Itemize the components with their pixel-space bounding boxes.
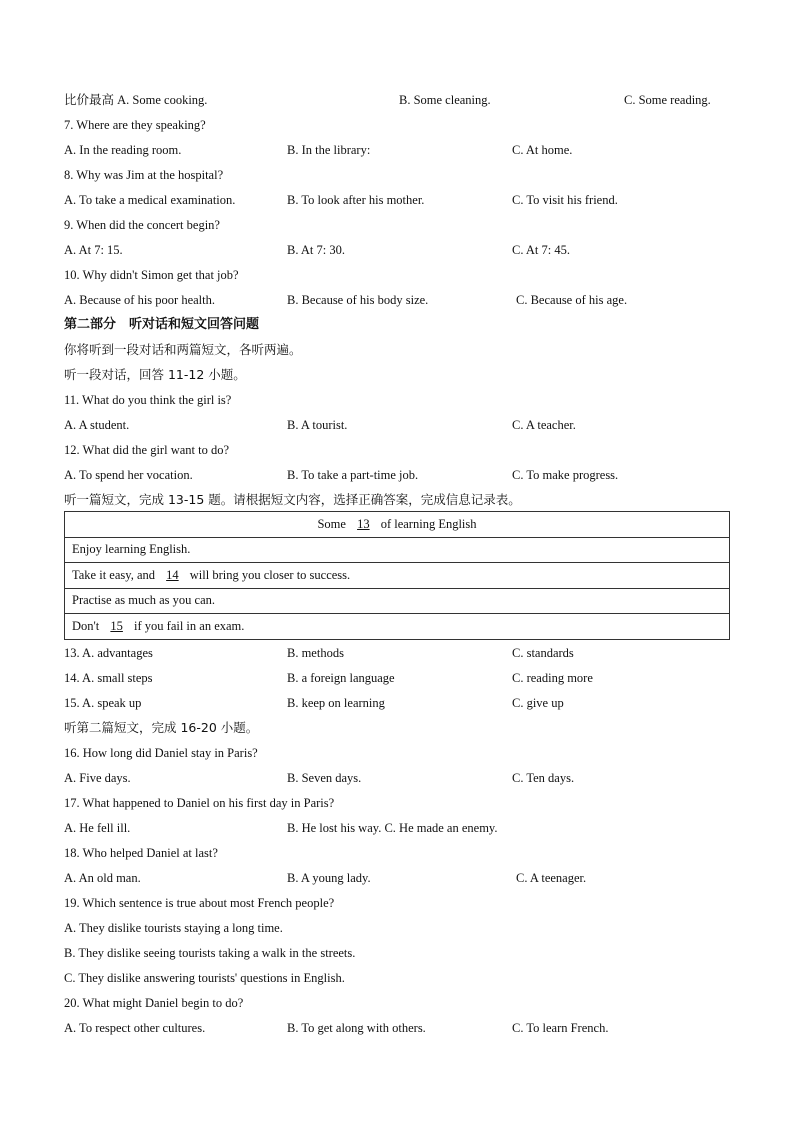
option-a: A. A student. (64, 418, 130, 432)
option-b: B. In the library: (287, 143, 371, 157)
option-a: A. Five days. (64, 771, 131, 785)
question-text: 10. Why didn't Simon get that job? (64, 268, 239, 282)
table-cell: Practise as much as you can. (65, 588, 730, 614)
option-a: A. An old man. (64, 871, 141, 885)
dialog-intro (64, 365, 730, 385)
question-8-options (64, 190, 730, 210)
option-b: B. They dislike seeing tourists taking a walk in the streets. (64, 946, 356, 960)
question-text: 19. Which sentence is true about most French people? (64, 896, 335, 910)
option-c: C. A teenager. (516, 871, 587, 885)
question-15-options (64, 693, 730, 713)
part2-title: 第二部分 听对话和短文回答问题 (64, 317, 260, 332)
passage2-intro-text: 听第二篇短文，完成 16-20 小题。 (64, 720, 259, 735)
question-19-option-b (64, 943, 730, 963)
question-8 (64, 165, 730, 185)
question-11-options (64, 415, 730, 435)
option-a: A. In the reading room. (64, 143, 182, 157)
question-13-options (64, 643, 730, 663)
section-heading (64, 315, 730, 335)
option-b: B. To take a part-time job. (287, 468, 419, 482)
question-text: 17. What happened to Daniel on his first day in Paris? (64, 796, 335, 810)
option-b: B. Seven days. (287, 771, 362, 785)
question-9 (64, 215, 730, 235)
option-a: A. He fell ill. (64, 821, 131, 835)
table-cell: Don't 15 if you fail in an exam. (65, 614, 730, 640)
table-row (65, 614, 730, 640)
option-c: C. Ten days. (512, 771, 575, 785)
question-7 (64, 115, 730, 135)
option-c: C. They dislike answering tourists' questions in English. (64, 971, 345, 985)
option-b-c: B. He lost his way. C. He made an enemy. (287, 821, 498, 835)
chinese-prefix: 比价最高 (64, 92, 115, 107)
blank-15: 15 (110, 618, 123, 633)
option-b: B. To look after his mother. (287, 193, 425, 207)
table-cell: Enjoy learning English. (65, 537, 730, 563)
table-cell: Take it easy, and 14 will bring you closer to success. (65, 563, 730, 589)
option-b: B. Some cleaning. (399, 93, 491, 107)
question-16 (64, 743, 730, 763)
question-14-options (64, 668, 730, 688)
part2-intro: 你将听到一段对话和两篇短文，各听两遍。 (64, 342, 302, 357)
passage1-intro-text: 听一篇短文，完成 13-15 题。请根据短文内容，选择正确答案，完成信息记录表。 (64, 492, 521, 507)
option-c: C. Because of his age. (516, 293, 628, 307)
option-a: A. To take a medical examination. (64, 193, 236, 207)
option-a: A. To spend her vocation. (64, 468, 193, 482)
passage1-intro (64, 490, 730, 510)
info-record-table (64, 511, 730, 640)
question-text: 16. How long did Daniel stay in Paris? (64, 746, 258, 760)
question-6-options (64, 90, 730, 110)
table-row (65, 588, 730, 614)
question-text: 12. What did the girl want to do? (64, 443, 230, 457)
question-7-options (64, 140, 730, 160)
question-16-options (64, 768, 730, 788)
passage2-intro (64, 718, 730, 738)
option-c: C. standards (512, 646, 574, 660)
question-10-options (64, 290, 730, 310)
section-intro (64, 340, 730, 360)
option-b: B. methods (287, 646, 344, 660)
question-text: 18. Who helped Daniel at last? (64, 846, 218, 860)
option-c: C. A teacher. (512, 418, 576, 432)
question-text: 8. Why was Jim at the hospital? (64, 168, 224, 182)
question-17 (64, 793, 730, 813)
question-19 (64, 893, 730, 913)
table-row (65, 563, 730, 589)
question-text: 20. What might Daniel begin to do? (64, 996, 244, 1010)
table-row (65, 512, 730, 538)
question-text: 7. Where are they speaking? (64, 118, 206, 132)
option-a: A. They dislike tourists staying a long time. (64, 921, 283, 935)
blank-14: 14 (166, 567, 179, 582)
option-a: A. Because of his poor health. (64, 293, 216, 307)
table-row (65, 537, 730, 563)
question-10 (64, 265, 730, 285)
question-19-option-c (64, 968, 730, 988)
option-b: B. keep on learning (287, 696, 385, 710)
question-19-option-a (64, 918, 730, 938)
blank-13: 13 (357, 516, 370, 531)
option-b: B. A young lady. (287, 871, 371, 885)
question-11 (64, 390, 730, 410)
question-text: 9. When did the concert begin? (64, 218, 220, 232)
question-20 (64, 993, 730, 1013)
option-c: C. To visit his friend. (512, 193, 618, 207)
option-c: C. Some reading. (624, 93, 711, 107)
option-b: B. To get along with others. (287, 1021, 426, 1035)
table-title-cell: Some 13 of learning English (65, 512, 730, 538)
question-9-options (64, 240, 730, 260)
option-b: B. A tourist. (287, 418, 348, 432)
option-c: C. reading more (512, 671, 593, 685)
option-c: C. At home. (512, 143, 573, 157)
question-12 (64, 440, 730, 460)
question-18-options (64, 868, 730, 888)
option-b: B. At 7: 30. (287, 243, 345, 257)
option-b: B. Because of his body size. (287, 293, 429, 307)
option-c: C. At 7: 45. (512, 243, 570, 257)
option-a: A. To respect other cultures. (64, 1021, 206, 1035)
option-b: B. a foreign language (287, 671, 395, 685)
question-18 (64, 843, 730, 863)
question-20-options (64, 1018, 730, 1038)
option-a: 14. A. small steps (64, 671, 153, 685)
option-c: C. To make progress. (512, 468, 619, 482)
option-c: C. To learn French. (512, 1021, 609, 1035)
question-17-options (64, 818, 730, 838)
option-c: C. give up (512, 696, 564, 710)
question-text: 11. What do you think the girl is? (64, 393, 232, 407)
question-12-options (64, 465, 730, 485)
option-a: A. Some cooking. (117, 93, 208, 107)
option-a: A. At 7: 15. (64, 243, 123, 257)
dialog-intro-text: 听一段对话，回答 11-12 小题。 (64, 367, 246, 382)
option-a: 15. A. speak up (64, 696, 142, 710)
option-a: 13. A. advantages (64, 646, 153, 660)
